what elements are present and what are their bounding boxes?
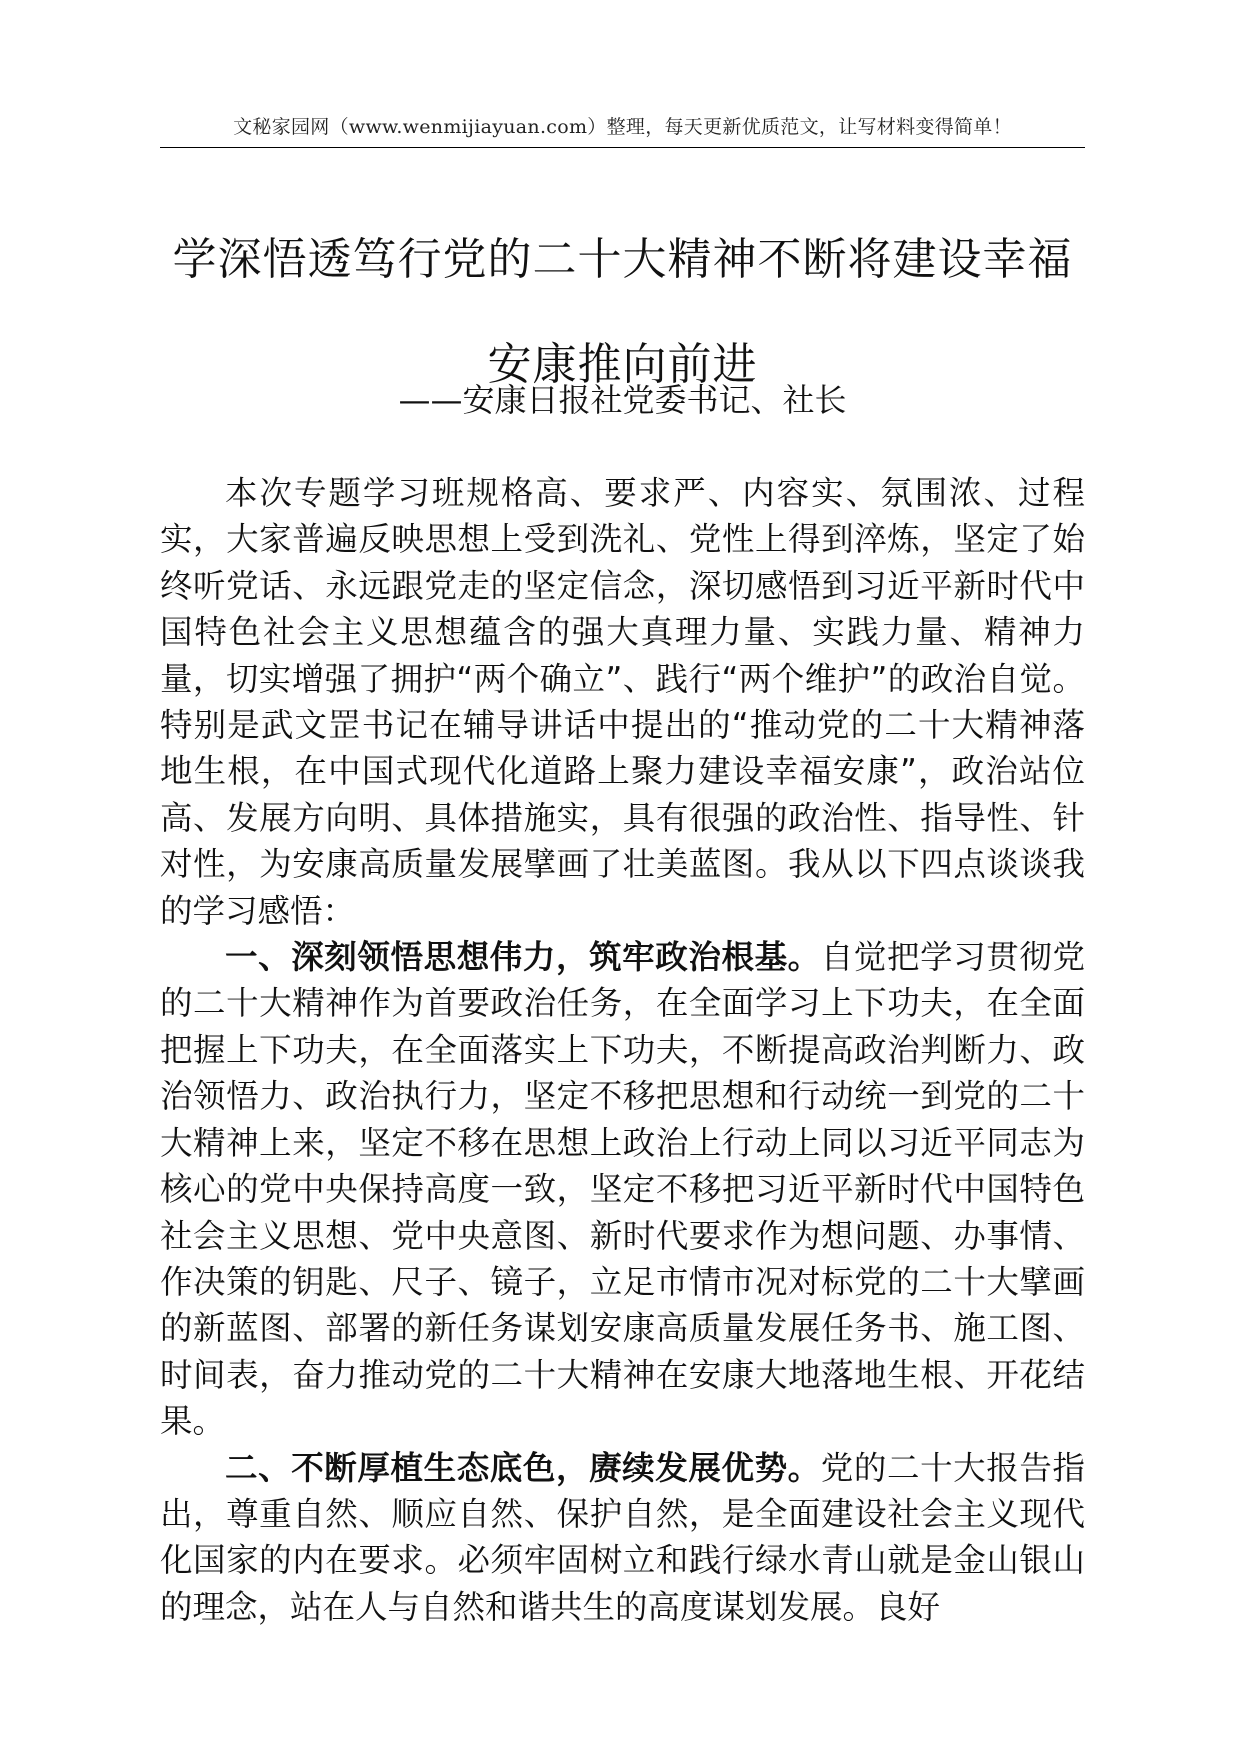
paragraph-text: 本次专题学习班规格高、要求严、内容实、氛围浓、过程实，大家普遍反映思想上受到洗礼、党性上得到淬炼，坚定了始终听党话、永远跟党走的坚定信念，深切感悟到习近平新时代中国特色社会主义思想蕴含的强大真理力量、实践力量、精神力量，切实增强了拥护“两个确立”、践行“两个维护”的政治自觉。特别是武文罡书记在辅导讲话中提出的“推动党的二十大精神落地生根，在中国式现代化道路上聚力建设幸福安康”，政治站位高、发展方向明、具体措施实，具有很强的政治性、指导性、针对性，为安康高质量发展擘画了壮美蓝图。我从以下四点谈谈我的学习感悟： (160, 474, 1085, 930)
paragraph-point-2 (160, 1445, 1085, 1631)
section-heading: 二、不断厚植生态底色，赓续发展优势。 (225, 1447, 821, 1487)
paragraph-intro (160, 470, 1085, 934)
page-header: 文秘家园网（www.wenmijiayuan.com）整理，每天更新优质范文，让写材料变得简单！ (233, 116, 1012, 138)
header-divider (160, 147, 1085, 148)
title-line-2: 安康推向前进 (487, 339, 758, 390)
paragraph-text: 自觉把学习贯彻党的二十大精神作为首要政治任务，在全面学习上下功夫，在全面把握上下功夫，在全面落实上下功夫，不断提高政治判断力、政治领悟力、政治执行力，坚定不移把思想和行动统一到党的二十大精神上来，坚定不移在思想上政治上行动上同以习近平同志为核心的党中央保持高度一致，坚定不移把习近平新时代中国特色社会主义思想、党中央意图、新时代要求作为想问题、办事情、作决策的钥匙、尺子、镜子，立足市情市况对标党的二十大擘画的新蓝图、部署的新任务谋划安康高质量发展任务书、施工图、时间表，奋力推动党的二十大精神在安康大地落地生根、开花结果。 (160, 938, 1085, 1441)
section-heading: 一、深刻领悟思想伟力，筑牢政治根基。 (225, 937, 821, 977)
title-line-1: 学深悟透笃行党的二十大精神不断将建设幸福 (172, 234, 1073, 285)
paragraph-point-1 (160, 934, 1085, 1444)
paragraph-text: 党的二十大报告指出，尊重自然、顺应自然、保护自然，是全面建设社会主义现代化国家的内在要求。必须牢固树立和践行绿水青山就是金山银山的理念，站在人与自然和谐共生的高度谋划发展。良好 (160, 1448, 1085, 1626)
document-body (160, 470, 1085, 1630)
document-subtitle: ——安康日报社党委书记、社长 (398, 381, 847, 419)
